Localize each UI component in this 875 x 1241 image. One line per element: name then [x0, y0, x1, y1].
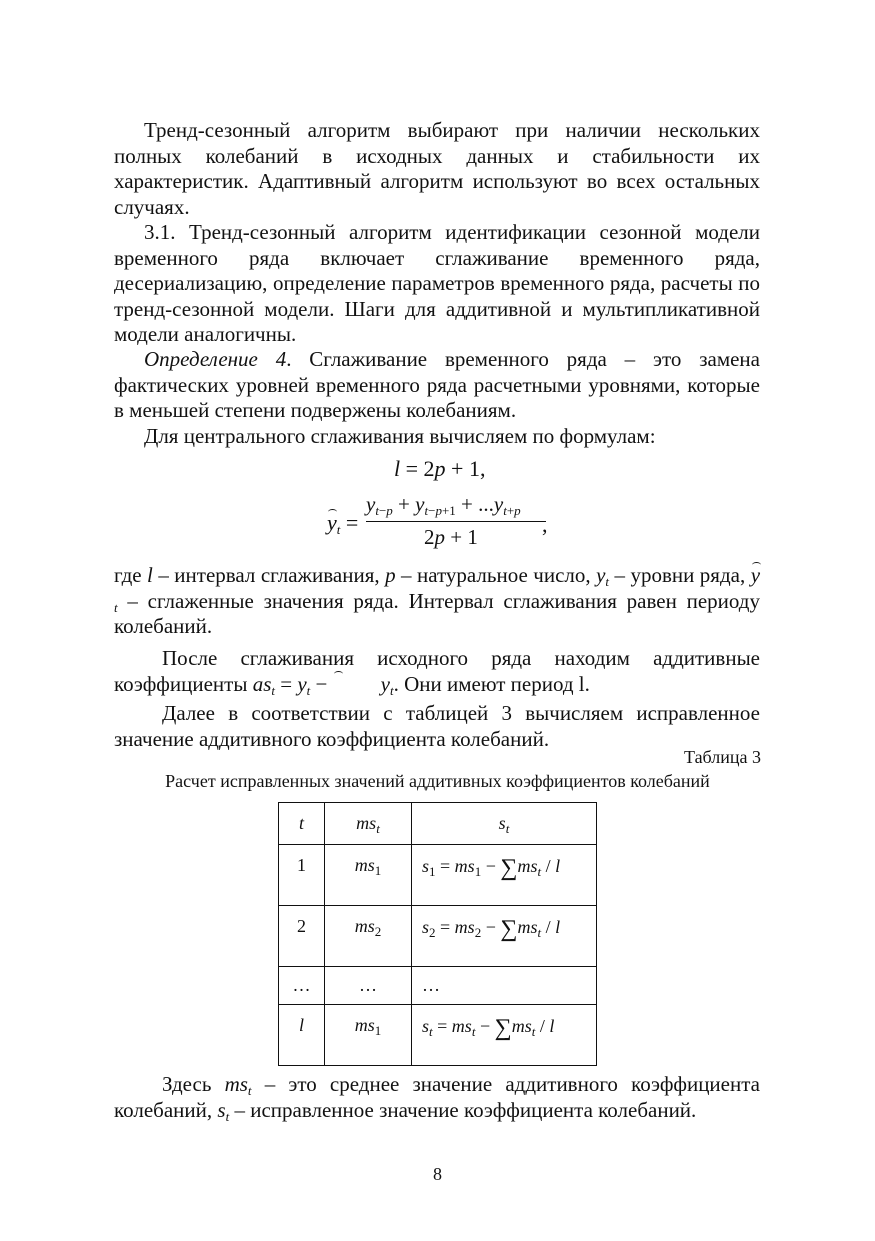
- cell-formula: …: [412, 967, 597, 1005]
- cell-t: …: [279, 967, 325, 1005]
- paragraph-here: Здесь $ms_t$ – это среднее значение аддитивного коэффициента колебаний, $s_t$ – исправленное значение коэффициента колебаний.: [114, 1072, 760, 1124]
- cell-t: 1: [279, 845, 325, 906]
- cell-ms: …: [325, 967, 412, 1005]
- coefficients-table: [278, 802, 597, 1066]
- header-mst: $ms_t$: [325, 803, 412, 845]
- paragraph-intro: Тренд-сезонный алгоритм выбирают при наличии нескольких полных колебаний в исходных данных и стабильности их характеристик. Адаптивный алгоритм используют во всех остальных случаях.: [114, 118, 760, 219]
- cell-formula: $s_2 = ms_2 - \sum ms_t / l$: [412, 906, 597, 967]
- cell-t: 2: [279, 906, 325, 967]
- header-t: t: [279, 803, 325, 845]
- definition-label: Определение 4: [144, 347, 287, 371]
- cell-formula: $s_1 = ms_1 - \sum ms_t / l$: [412, 845, 597, 906]
- table-row: [279, 906, 597, 967]
- fraction-denominator: 2p + 1: [424, 525, 478, 549]
- cell-t: l: [279, 1005, 325, 1066]
- paragraph-where: где l – интервал сглаживания, p – натуральное число, $y_t$ – уровни ряда, $y_t$ – сглаженные значения ряда. Интервал сглаживания равен периоду колебаний.: [114, 563, 761, 638]
- table-label: Таблица 3: [684, 747, 761, 767]
- table-title: Расчет исправленных значений аддитивных коэффициентов колебаний: [165, 771, 710, 791]
- cell-ms: $ms_1$: [325, 845, 412, 906]
- fraction-bar: [366, 521, 546, 522]
- table-header-row: [279, 803, 597, 845]
- formula-interval: l = 2p + 1,: [394, 456, 486, 481]
- formula-trailing-comma: ,: [542, 512, 548, 537]
- paragraph-section-3-1: 3.1. Тренд-сезонный алгоритм идентификации сезонной модели временного ряда включает сглаживание временного ряда, десериализацию, определение параметров временного ряда, расчеты по тренд-сезонной модели. Шаги для аддитивной и мультипликативной модели аналогичны.: [114, 220, 760, 346]
- paragraph-definition-4: [114, 347, 760, 424]
- header-st: $s_t$: [412, 803, 597, 845]
- page-number: 8: [433, 1164, 442, 1184]
- table-row: [279, 1005, 597, 1066]
- table-row: [279, 967, 597, 1005]
- paragraph-additive-coefficients: После сглаживания исходного ряда находим аддитивные коэффициенты $as_t = y_t - y_t$. Они имеют период l.: [114, 646, 760, 698]
- paragraph-corrected-value: Далее в соответствии с таблицей 3 вычисляем исправленное значение аддитивного коэффициента колебаний.: [114, 701, 760, 751]
- paragraph-central-smoothing: Для центрального сглаживания вычисляем по формулам:: [144, 424, 656, 448]
- cell-ms: $ms_2$: [325, 906, 412, 967]
- fraction-numerator: $y_{t-p} + y_{t-p+1} + ...y_{t+p}$: [366, 492, 521, 518]
- table-row: [279, 845, 597, 906]
- formula-smoothed: $y_t$ =: [327, 510, 359, 537]
- cell-formula: $s_t = ms_t - \sum ms_t / l$: [412, 1005, 597, 1066]
- cell-ms: $ms_1$: [325, 1005, 412, 1066]
- definition-text: . Сглаживание временного ряда – это замена фактических уровней временного ряда расчетными уровнями, которые в меньшей степени подвержены колебаниям.: [114, 347, 760, 422]
